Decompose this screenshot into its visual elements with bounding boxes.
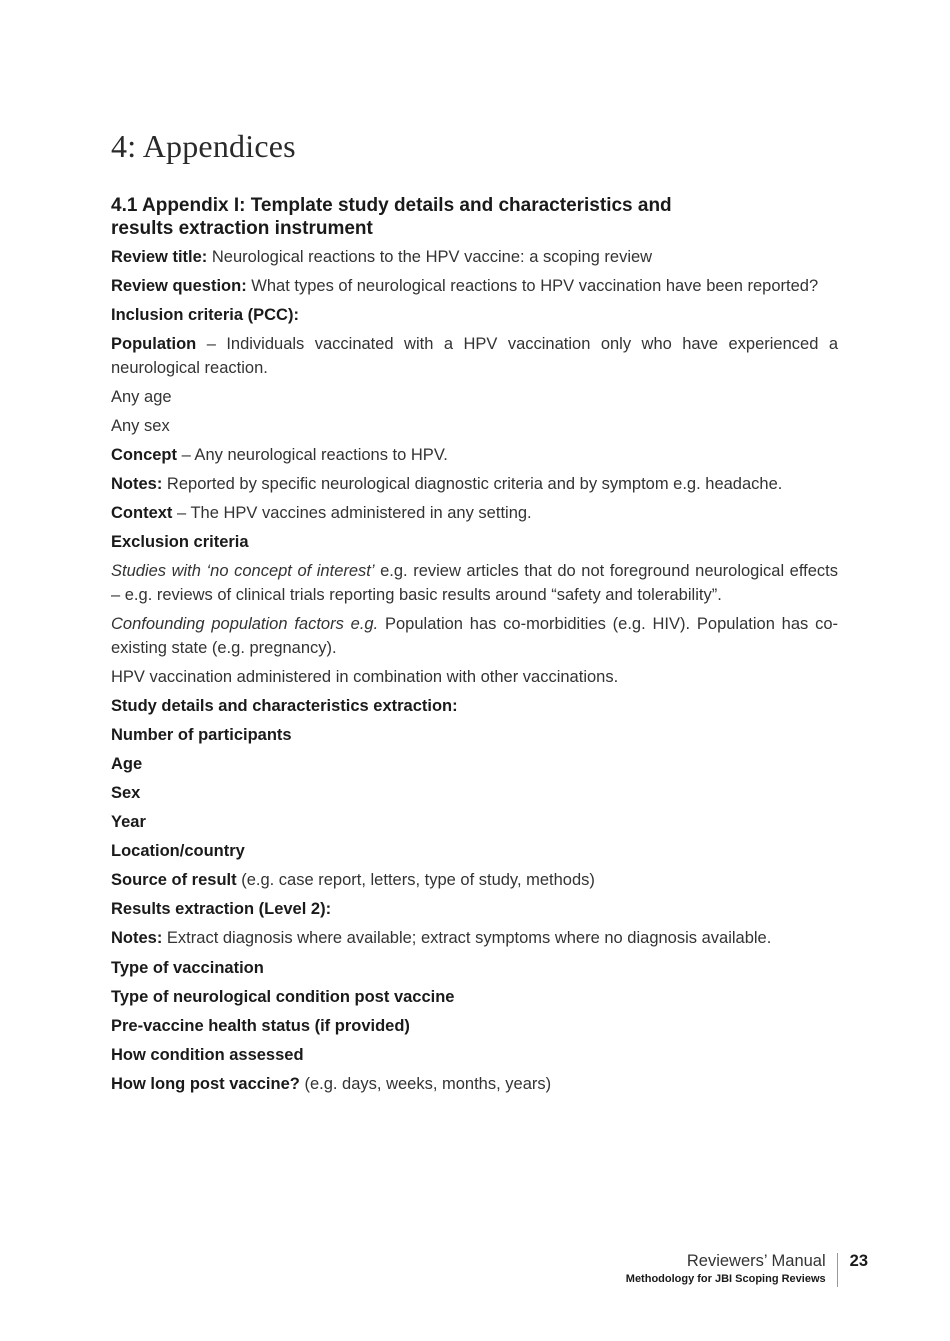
source-of-result: [111, 869, 838, 893]
exclusion-item-1-text: e.g. review articles that do not foreground neurological effects – e.g. reviews of clinical trials reporting basic results around “safety and tolerability”.: [111, 562, 838, 604]
page-footer: [626, 1251, 868, 1287]
concept: [111, 444, 838, 468]
notes-label: Notes:: [111, 929, 163, 948]
review-title: [111, 246, 838, 270]
population: [111, 333, 838, 380]
exclusion-item-2-text: Population has co-morbidities (e.g. HIV). Population has co-existing state (e.g. pregnancy).: [111, 615, 838, 657]
manual-title: Reviewers’ Manual: [686, 1252, 826, 1270]
exclusion-item-1: [111, 560, 838, 607]
results-extraction-heading: Results extraction (Level 2):: [111, 900, 332, 919]
how-long-text: (e.g. days, weeks, months, years): [299, 1074, 552, 1093]
chapter-title: 4: Appendices: [111, 128, 296, 164]
results-field: How condition assessed: [111, 1045, 304, 1064]
section-heading: [111, 194, 751, 240]
population-text: – Individuals vaccinated with a HPV vaccination only who have experienced a neurological reaction.: [111, 335, 838, 377]
concept-label: Concept: [111, 446, 177, 465]
footer-text: [626, 1251, 837, 1286]
appendix-content: [111, 246, 838, 1102]
exclusion-item-2-italic: Confounding population factors e.g.: [111, 615, 379, 634]
review-question-label: Review question:: [111, 277, 247, 296]
notes-inclusion: [111, 473, 838, 497]
manual-subtitle: Methodology for JBI Scoping Reviews: [625, 1273, 826, 1285]
review-question-text: What types of neurological reactions to HPV vaccination have been reported?: [246, 277, 819, 296]
exclusion-item-3: HPV vaccination administered in combination with other vaccinations.: [111, 667, 619, 686]
section-heading-line1: 4.1 Appendix I: Template study details and characteristics and: [111, 195, 672, 216]
study-field: Sex: [111, 784, 141, 802]
concept-text: – Any neurological reactions to HPV.: [177, 446, 448, 465]
exclusion-criteria-heading: Exclusion criteria: [111, 533, 249, 552]
study-field: Age: [111, 754, 143, 773]
study-field: Year: [111, 813, 146, 832]
study-field: Number of participants: [111, 725, 292, 744]
source-of-result-text: (e.g. case report, letters, type of study, methods): [236, 871, 595, 890]
how-long-label: How long post vaccine?: [111, 1074, 300, 1093]
context-label: Context: [111, 504, 173, 523]
review-question: [111, 275, 838, 299]
how-long-post-vaccine: [111, 1073, 838, 1097]
population-label: Population: [111, 335, 197, 354]
exclusion-item-2: [111, 613, 838, 660]
results-field: Type of neurological condition post vaccine: [111, 987, 455, 1006]
notes-label: Notes:: [111, 475, 163, 494]
review-title-label: Review title:: [111, 248, 208, 266]
context-text: – The HPV vaccines administered in any setting.: [172, 504, 532, 523]
exclusion-item-1-italic: Studies with ‘no concept of interest’: [111, 562, 375, 581]
page-number: 23: [849, 1252, 868, 1270]
notes-text: Reported by specific neurological diagnostic criteria and by symptom e.g. headache.: [162, 475, 783, 494]
study-details-heading: Study details and characteristics extraction:: [111, 696, 458, 715]
results-field: Type of vaccination: [111, 958, 264, 977]
context: [111, 502, 838, 526]
source-of-result-label: Source of result: [111, 871, 237, 890]
notes-text: Extract diagnosis where available; extract symptoms where no diagnosis available.: [162, 929, 772, 948]
review-title-text: Neurological reactions to the HPV vaccine: a scoping review: [207, 248, 653, 266]
results-field: Pre-vaccine health status (if provided): [111, 1016, 410, 1035]
study-field: Location/country: [111, 842, 245, 861]
notes-results: [111, 927, 838, 951]
any-sex: Any sex: [111, 416, 170, 435]
section-heading-line2: results extraction instrument: [111, 218, 373, 239]
inclusion-criteria-heading: Inclusion criteria (PCC):: [111, 306, 299, 325]
any-age: Any age: [111, 387, 172, 406]
